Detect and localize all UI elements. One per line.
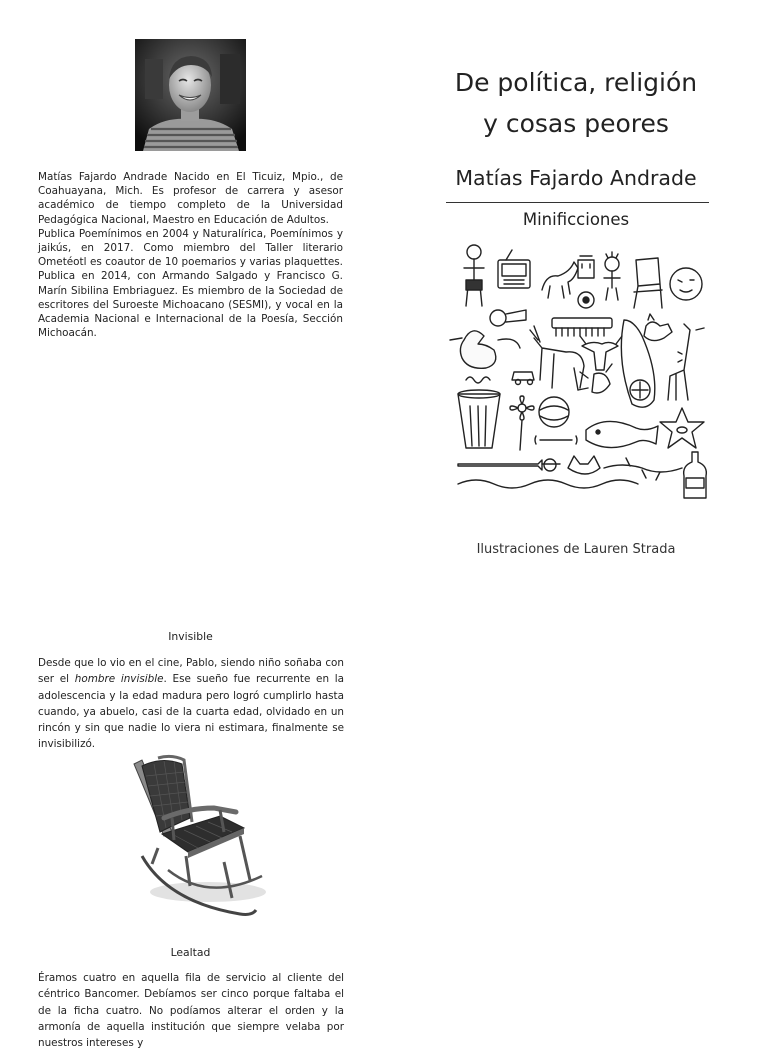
bio-paragraph: Matías Fajardo Andrade Nacido en El Ticuiz, Mpio., de Coahuayana, Mich. Es profesor de carrera y asesor académico de tiempo completo de la Universidad Pedagógica Nacional, Maestro en Educación de Adultos. [38,171,343,226]
story-emphasis: hombre invisible [74,673,164,686]
story-text: . Ese sueño fue recurrente en la adolescencia y la edad madura pero logró cumplirlo hasta cuando, ya abuelo, casi de la cuarta edad, olvidado en un rincón y sin que nadie lo viera ni estimara, finalmente se invisibilizó. [38,673,345,751]
rocking-chair-illustration [128,752,273,916]
bio-paragraph: Publica Poemínimos en 2004 y Naturalírica, Poemínimos y jaikús, en 2017. Como miembro del Taller literario Ometéotl es coautor de 10 poemarios y varias plaquettes. Publica en 2014, con Armando Salgado y Francisco G. Marín Sibilina Embriaguez. Es miembro de la Sociedad de escritores del Suroeste Michoacano (SESMI), y vocal en la Academia Nacional e Internacional de la Poesía, Sección Michoacán. [38,227,343,340]
story-text: Desde que lo vio en el cine, Pablo, siendo niño soñaba con ser el [38,657,344,686]
author-photo [135,39,246,151]
genre-label: Minificciones [522,210,630,229]
illustrator-credit: Ilustraciones de Lauren Strada [476,542,676,557]
story-paragraph [38,655,344,753]
book-title [440,62,712,144]
story-body [38,655,344,753]
story-body [38,970,344,1050]
book-title-line: De política, religión [454,68,698,97]
rocking-chair-icon [128,752,273,916]
story-title: Lealtad [170,946,211,959]
author-name: Matías Fajardo Andrade [455,166,697,190]
story-paragraph: Éramos cuatro en aquella fila de servicio al cliente del céntrico Bancomer. Debíamos ser cinco porque faltaba el de la ficha cuatro. No podíamos alterar el orden y la armonía de aquella institución que siempre velaba por nuestros intereses y [38,972,344,1050]
doodle-collage-illustration [446,240,714,502]
story-title: Invisible [168,630,213,643]
author-bio [38,170,343,340]
book-title-line: y cosas peores [483,109,669,138]
doodle-collage-icon [446,240,714,502]
author-portrait-photo-icon [135,39,246,151]
divider [446,202,709,203]
